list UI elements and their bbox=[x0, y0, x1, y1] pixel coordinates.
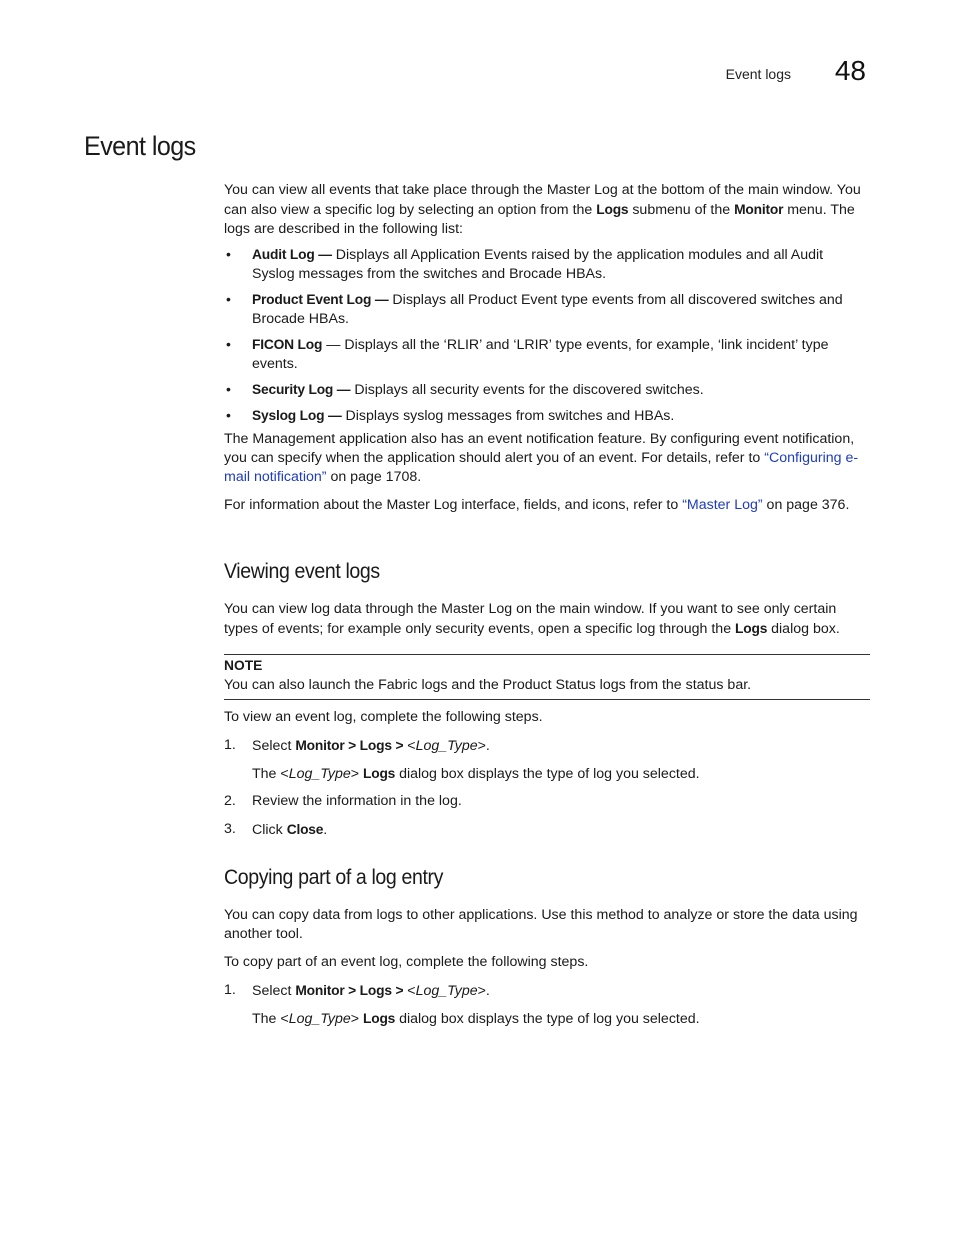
notification-text-2: on page 1708. bbox=[326, 469, 422, 485]
logs-term: Logs bbox=[362, 766, 396, 781]
list-item bbox=[224, 290, 864, 329]
intro-text-2: submenu of the bbox=[628, 202, 735, 218]
list-item-desc: — Displays all the ‘RLIR’ and ‘LRIR’ type events, for example, ‘link incident’ type events. bbox=[252, 337, 829, 372]
step-text-part: The < bbox=[252, 1011, 289, 1027]
step-text-part: dialog box displays the type of log you selected. bbox=[395, 1011, 700, 1027]
monitor-term: Monitor bbox=[734, 202, 784, 217]
bullet-icon: • bbox=[226, 381, 231, 397]
logs-term: Logs bbox=[362, 1011, 396, 1026]
step-text-part: Click bbox=[252, 822, 287, 838]
bullet-icon: • bbox=[226, 407, 231, 423]
step-number: 2. bbox=[224, 793, 236, 809]
list-item-desc: Displays syslog messages from switches and HBAs. bbox=[341, 408, 675, 424]
step-text-part: The < bbox=[252, 766, 289, 782]
list-item bbox=[224, 380, 864, 400]
intro-text-3: menu. The logs are described in the following list: bbox=[224, 202, 855, 237]
chapter-number: 48 bbox=[834, 55, 866, 86]
log-type-var: Log_Type bbox=[288, 1011, 351, 1027]
step-result bbox=[252, 764, 700, 784]
intro-paragraph bbox=[224, 181, 872, 239]
intro-text-1: You can view all events that take place through the Master Log at the bottom of the main window. You can also view a specific log by selecting an option from the bbox=[224, 182, 861, 218]
menu-path: Monitor > Logs > bbox=[295, 983, 404, 998]
list-item bbox=[224, 245, 864, 284]
step-text-part: >. bbox=[477, 738, 490, 754]
log-type-var: Log_Type bbox=[415, 983, 478, 999]
step-text-part: Select bbox=[252, 738, 296, 754]
list-item-term: Product Event Log — bbox=[252, 292, 389, 307]
steps-intro: To view an event log, complete the following steps. bbox=[224, 709, 543, 725]
notification-text-1: The Management application also has an event notification feature. By configuring event notification, you can specify when the application should alert you of an event. For details, refer to bbox=[224, 431, 855, 466]
close-term: Close bbox=[286, 822, 324, 837]
step-number: 1. bbox=[224, 982, 236, 998]
list-item-term: FICON Log bbox=[252, 337, 323, 352]
menu-path: Monitor > Logs > bbox=[295, 738, 404, 753]
step-text-part: . bbox=[323, 822, 328, 838]
note-body: You can also launch the Fabric logs and the Product Status logs from the status bar. bbox=[224, 677, 752, 693]
log-type-list bbox=[224, 245, 864, 432]
copy-steps-intro: To copy part of an event log, complete the following steps. bbox=[224, 954, 589, 970]
note-box bbox=[224, 654, 870, 700]
step-text-part: < bbox=[403, 983, 416, 999]
step-text-part: < bbox=[403, 738, 416, 754]
step-number: 3. bbox=[224, 821, 236, 837]
step-text-part: >. bbox=[477, 983, 490, 999]
configuring-email-link[interactable]: “Configuring e-mail notification” bbox=[224, 450, 859, 485]
section-heading-viewing: Viewing event logs bbox=[224, 560, 380, 583]
list-item bbox=[224, 406, 864, 426]
viewing-text-1: You can view log data through the Master Log on the main window. If you want to see only certain types of events; for example only security events, open a specific log through the bbox=[224, 601, 837, 637]
list-item-desc: Displays all Application Events raised by the application modules and all Audit Syslog messages from the switches and Brocade HBAs. bbox=[252, 247, 824, 282]
logs-term: Logs bbox=[735, 621, 768, 636]
note-title: NOTE bbox=[224, 658, 263, 673]
list-item-term: Security Log — bbox=[252, 382, 351, 397]
step-text-part: > bbox=[350, 766, 363, 782]
master-log-text-1: For information about the Master Log interface, fields, and icons, refer to bbox=[224, 497, 683, 513]
list-item-term: Audit Log — bbox=[252, 247, 332, 262]
step-text-part: dialog box displays the type of log you selected. bbox=[395, 766, 700, 782]
master-log-paragraph bbox=[224, 496, 872, 515]
step-text bbox=[252, 820, 327, 840]
step-text-part: > bbox=[350, 1011, 363, 1027]
step-result bbox=[252, 1009, 700, 1029]
header-section-title: Event logs bbox=[725, 66, 791, 82]
bullet-icon: • bbox=[226, 246, 231, 262]
logs-term: Logs bbox=[596, 202, 629, 217]
viewing-paragraph bbox=[224, 600, 872, 639]
section-heading-copying: Copying part of a log entry bbox=[224, 866, 444, 889]
list-item-term: Syslog Log — bbox=[252, 408, 342, 423]
page-title: Event logs bbox=[84, 131, 196, 161]
log-type-var: Log_Type bbox=[415, 738, 478, 754]
step-text bbox=[252, 736, 490, 756]
page-header bbox=[466, 55, 866, 91]
list-item-desc: Displays all Product Event type events from all discovered switches and Brocade HBAs. bbox=[252, 292, 843, 327]
master-log-text-2: on page 376. bbox=[762, 497, 850, 513]
viewing-text-2: dialog box. bbox=[767, 621, 840, 637]
step-text bbox=[252, 981, 490, 1001]
bullet-icon: • bbox=[226, 291, 231, 307]
log-type-var: Log_Type bbox=[288, 766, 351, 782]
notification-paragraph bbox=[224, 430, 872, 487]
copying-paragraph: You can copy data from logs to other applications. Use this method to analyze or store the data using another tool. bbox=[224, 907, 858, 942]
bullet-icon: • bbox=[226, 336, 231, 352]
step-text-part: Select bbox=[252, 983, 296, 999]
master-log-link[interactable]: “Master Log” bbox=[682, 497, 763, 513]
list-item-desc: Displays all security events for the discovered switches. bbox=[350, 382, 704, 398]
step-number: 1. bbox=[224, 737, 236, 753]
step-text: Review the information in the log. bbox=[252, 793, 462, 809]
list-item bbox=[224, 335, 864, 374]
